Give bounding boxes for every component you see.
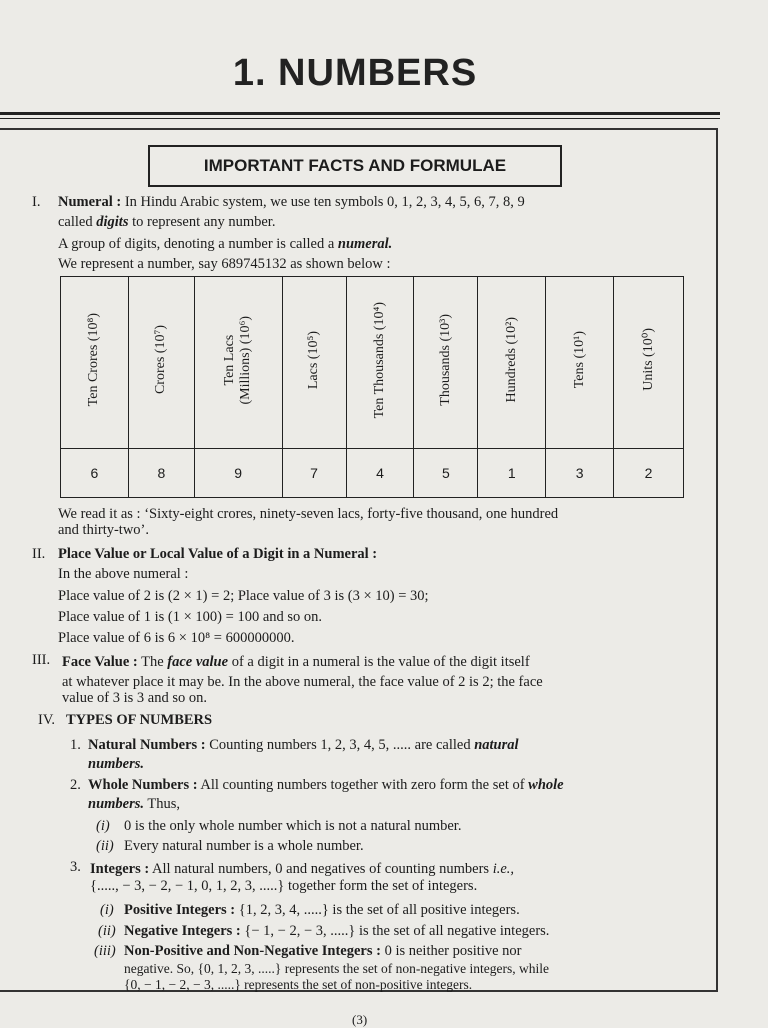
place-digit-cell: 8 — [128, 448, 194, 497]
term-numbers-2: numbers. — [88, 796, 145, 812]
item-2-text: All counting numbers together with zero form the set of — [200, 777, 525, 793]
negative-integers-heading: Negative Integers : — [124, 923, 241, 939]
place-header-cell — [194, 277, 282, 449]
place-value-digit-row — [61, 448, 684, 497]
item-3-ii-number: (ii) — [98, 923, 116, 939]
place-header-cell — [478, 277, 546, 449]
item-1-heading: Natural Numbers : — [88, 737, 206, 753]
place-digit-cell: 9 — [194, 448, 282, 497]
place-value-table — [60, 276, 684, 498]
section-4-heading: TYPES OF NUMBERS — [66, 712, 213, 728]
section-1-text-1: In Hindu Arabic system, we use ten symbols 0, 1, 2, 3, 4, 5, 6, 7, 8, 9 — [124, 194, 525, 210]
term-digits: digits — [96, 214, 129, 230]
place-header-cell — [614, 277, 684, 449]
section-1-text-2a: called — [58, 214, 93, 230]
item-3-iii-number: (iii) — [94, 943, 116, 959]
section-1-line-4: We represent a number, say 689745132 as shown below : — [58, 256, 391, 272]
item-2-number: 2. — [70, 777, 81, 793]
item-2-i-text: 0 is the only whole number which is not a natural number. — [124, 818, 462, 834]
place-header-cell — [414, 277, 478, 449]
read-line-1: We read it as : ‘Sixty-eight crores, ninety-seven lacs, forty-five thousand, one hundred — [58, 506, 559, 522]
item-3-text-1: All natural numbers, 0 and negatives of counting numbers — [152, 861, 490, 877]
item-3-i-line — [124, 902, 520, 919]
item-1-text: Counting numbers 1, 2, 3, 4, 5, ..... are called — [209, 737, 471, 753]
place-header-label: Ten Thousands (10⁴) — [371, 301, 387, 419]
place-header-cell — [546, 277, 614, 449]
item-1-number: 1. — [70, 737, 81, 753]
section-3-text-1a: The — [141, 654, 164, 670]
place-digit-cell: 6 — [61, 448, 129, 497]
item-3-iii-line-2: negative. So, {0, 1, 2, 3, .....} represents the set of non-negative integers, while — [124, 961, 549, 976]
place-header-cell — [282, 277, 346, 449]
place-value-header-row — [61, 277, 684, 449]
section-1-number: I. — [32, 194, 41, 210]
place-header-label: Tens (10¹) — [571, 331, 587, 389]
facts-heading: IMPORTANT FACTS AND FORMULAE — [203, 156, 507, 175]
positive-integers-text: {1, 2, 3, 4, .....} is the set of all positive integers. — [238, 902, 520, 918]
item-3-iii-line-1 — [124, 943, 522, 960]
item-2-heading: Whole Numbers : — [88, 777, 198, 793]
term-whole: whole — [528, 777, 564, 793]
term-numbers-1: numbers. — [88, 756, 145, 772]
section-1-line-1 — [58, 194, 525, 211]
item-3-number: 3. — [70, 859, 81, 875]
section-4-number: IV. — [38, 712, 56, 728]
section-3-number: III. — [32, 652, 51, 668]
section-1-text-3a: A group of digits, denoting a number is called a — [58, 236, 335, 252]
non-positive-text-1: 0 is neither positive nor — [384, 943, 522, 959]
section-2-line-2: Place value of 2 is (2 × 1) = 2; Place value of 3 is (3 × 10) = 30; — [58, 588, 429, 604]
item-3-line-1 — [90, 861, 514, 878]
place-header-label: Ten Crores (10⁸) — [86, 313, 102, 407]
section-3-line-2: at whatever place it may be. In the above numeral, the face value of 2 is 2; the face — [62, 674, 543, 690]
place-header-label: Thousands (10³) — [437, 314, 453, 406]
section-1-heading: Numeral : — [58, 194, 122, 210]
item-3-heading: Integers : — [90, 861, 150, 877]
place-digit-cell: 1 — [478, 448, 546, 497]
item-2-line-1 — [88, 777, 564, 794]
place-digit-cell: 7 — [282, 448, 346, 497]
non-positive-heading: Non-Positive and Non-Negative Integers : — [124, 943, 381, 959]
positive-integers-heading: Positive Integers : — [124, 902, 236, 918]
section-3-line-1 — [62, 654, 530, 671]
item-3-ii-line — [124, 923, 549, 940]
negative-integers-text: {− 1, − 2, − 3, .....} is the set of all negative integers. — [244, 923, 550, 939]
item-2-ii-text: Every natural number is a whole number. — [124, 838, 364, 854]
place-digit-cell: 3 — [546, 448, 614, 497]
top-rule — [0, 112, 720, 115]
item-1-line-1 — [88, 737, 519, 754]
item-2-line-2 — [88, 796, 180, 813]
section-3-heading: Face Value : — [62, 654, 138, 670]
place-header-label: Ten Lacs (Millions) (10⁶) — [222, 315, 254, 405]
top-rule-thin — [0, 118, 720, 119]
item-3-iii-line-3: {0, − 1, − 2, − 3, .....} represents the set of non-positive integers. — [124, 977, 473, 992]
item-3-line-2: {....., − 3, − 2, − 1, 0, 1, 2, 3, .....} together form the set of integers. — [90, 878, 478, 894]
place-header-cell — [128, 277, 194, 449]
section-2-number: II. — [32, 546, 46, 562]
section-1-text-2c: to represent any number. — [132, 214, 276, 230]
section-2-line-4: Place value of 6 is 6 × 10⁸ = 600000000. — [58, 630, 295, 646]
term-numeral: numeral. — [337, 236, 393, 252]
place-header-label: Crores (10⁷) — [153, 325, 169, 395]
place-digit-cell: 4 — [346, 448, 414, 497]
section-2-heading: Place Value or Local Value of a Digit in a Numeral : — [58, 546, 378, 562]
section-2-line-1: In the above numeral : — [58, 566, 189, 582]
item-3-i-number: (i) — [100, 902, 114, 918]
section-2-line-3: Place value of 1 is (1 × 100) = 100 and so on. — [58, 609, 323, 625]
section-3-text-1c: of a digit in a numeral is the value of the digit itself — [231, 654, 530, 670]
place-digit-cell: 5 — [414, 448, 478, 497]
place-header-cell — [61, 277, 129, 449]
place-header-label: Lacs (10⁵) — [306, 330, 322, 389]
place-header-label: Hundreds (10²) — [503, 317, 519, 403]
section-1-line-3 — [58, 236, 392, 253]
place-digit-cell: 2 — [614, 448, 684, 497]
term-natural: natural — [474, 737, 519, 753]
page-number: (3) — [352, 1012, 368, 1027]
section-3-line-3: value of 3 is 3 and so on. — [62, 690, 207, 706]
read-line-2: and thirty-two’. — [58, 522, 150, 538]
place-header-cell — [346, 277, 414, 449]
item-2-i-number: (i) — [96, 818, 110, 834]
item-3-ie: i.e., — [492, 861, 515, 877]
facts-heading-box — [148, 145, 562, 187]
item-2-ii-number: (ii) — [96, 838, 114, 854]
section-1-line-2 — [58, 214, 275, 231]
place-header-label: Units (10⁰) — [640, 328, 656, 392]
item-2-thus: Thus, — [147, 796, 181, 812]
chapter-title: 1. NUMBERS — [232, 52, 478, 94]
term-face-value: face value — [167, 654, 229, 670]
